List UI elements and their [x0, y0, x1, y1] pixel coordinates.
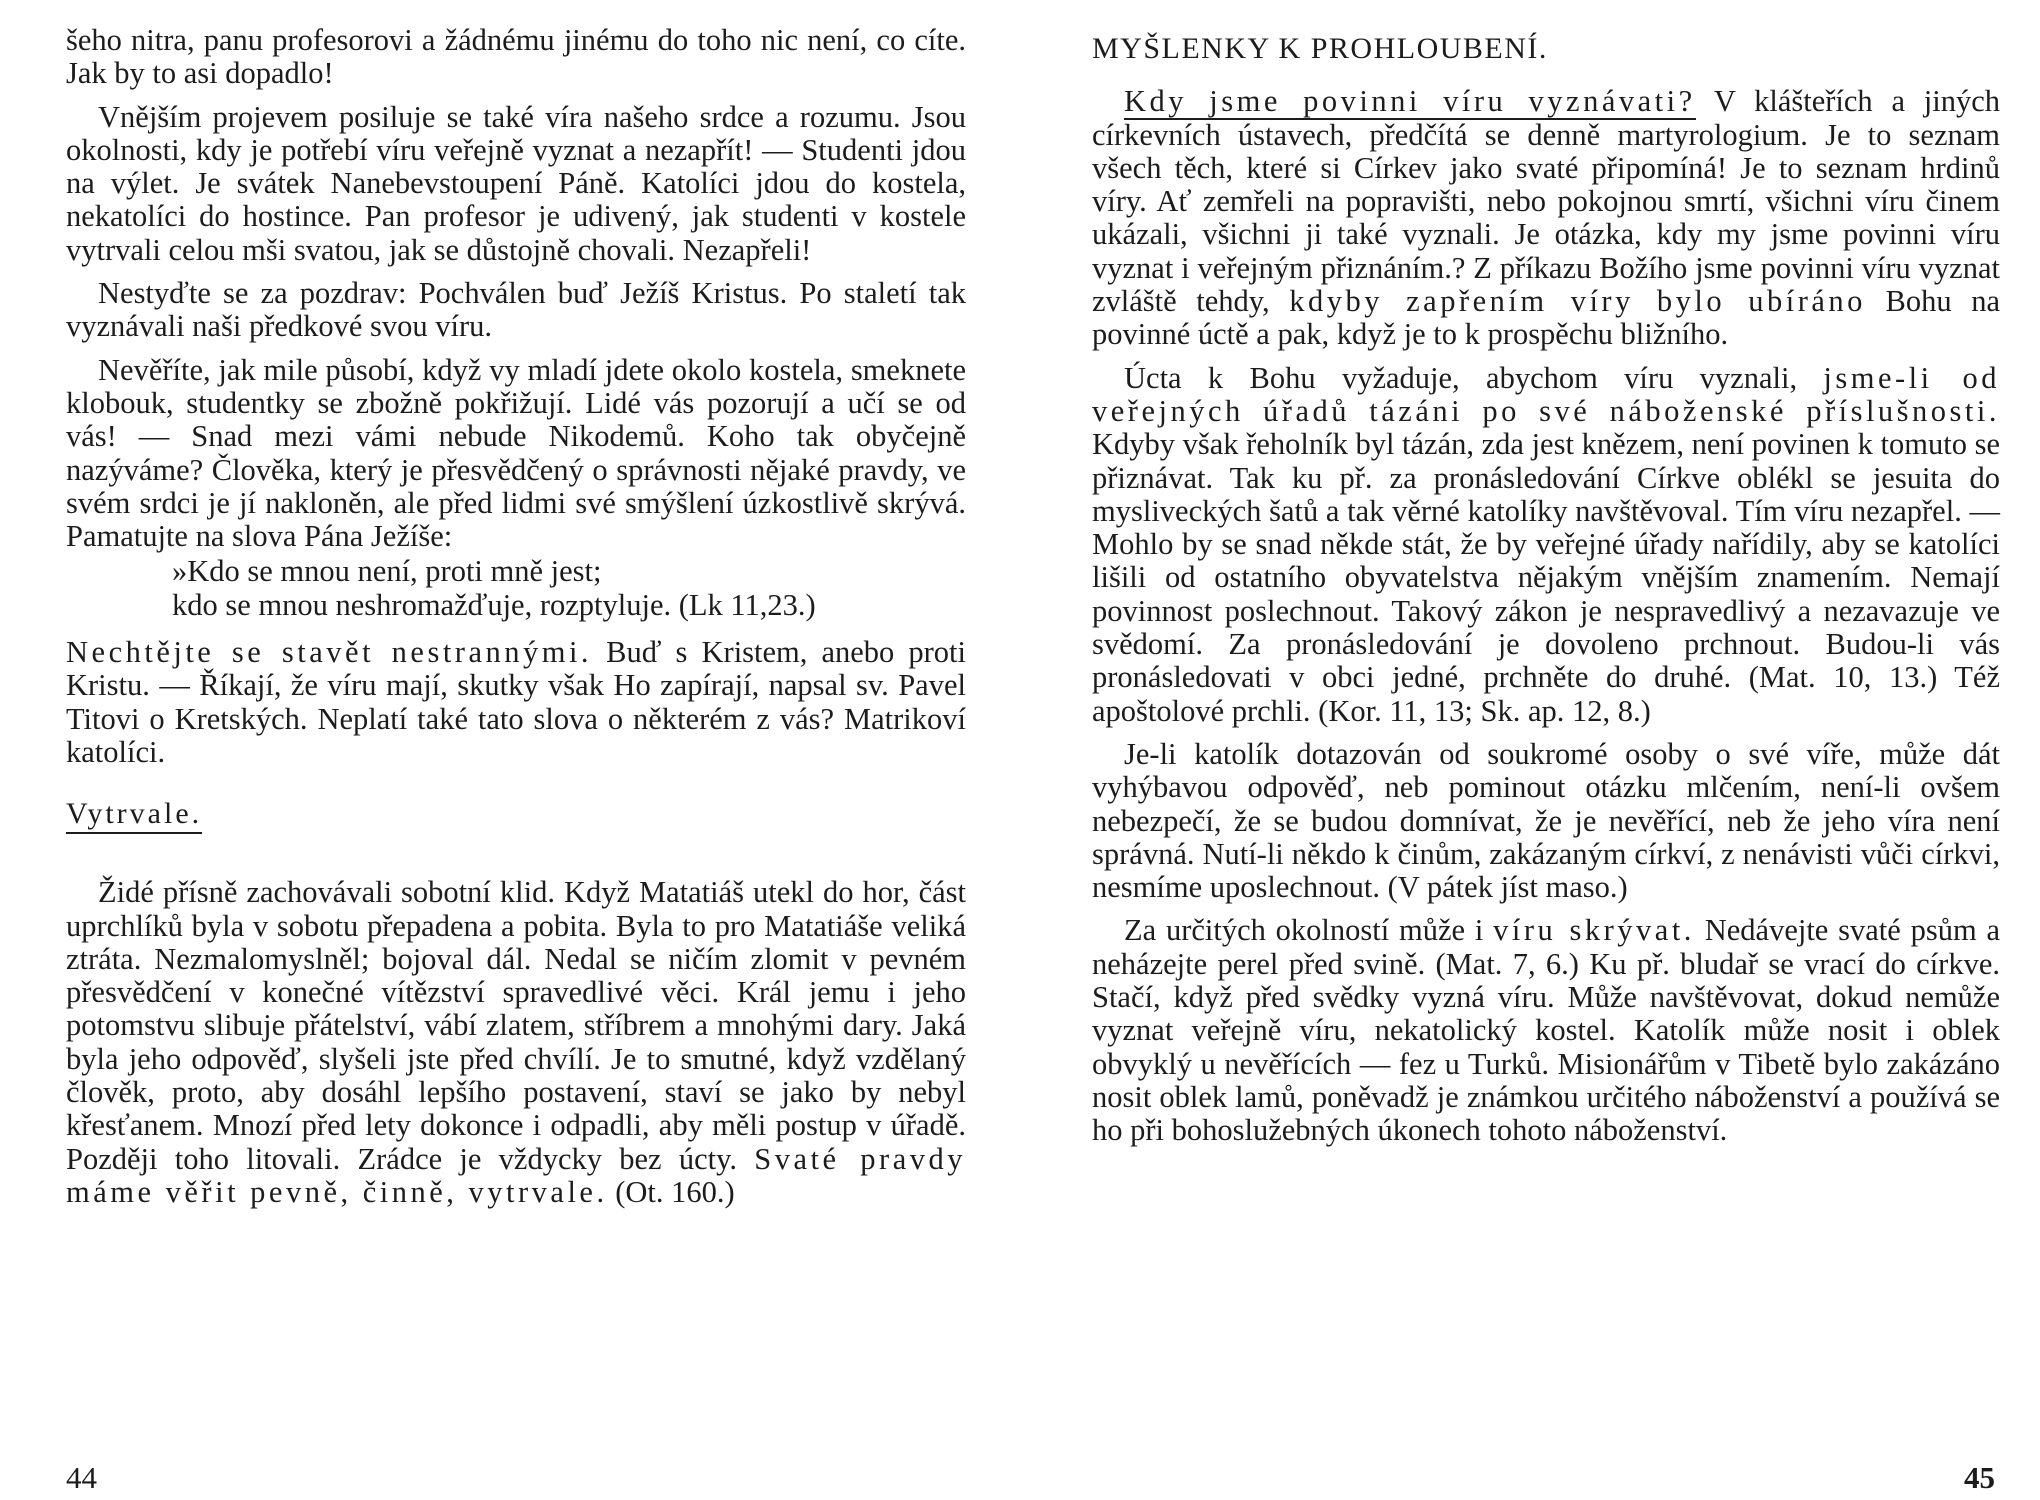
reference-text: (Ot. 160.): [607, 1174, 735, 1209]
spaced-emphasis: jsme-li od veřejných úřadů tázáni po své náboženské příslušnosti.: [1092, 360, 2000, 428]
inline-heading: Kdy jsme povinni víru vyznávati?: [1124, 84, 1696, 119]
right-paragraph-2: [1092, 362, 2000, 728]
left-paragraph-2: Vnějším projevem posiluje se také víra našeho srdce a rozumu. Jsou okolnosti, kdy je potřebí víru veřejně vyznat a nezapřít! — Studenti jdou na výlet. Je svátek Nanebevstoupení Páně. Katolíci jdou do kostela, nekatolíci do hostince. Pan profesor je udivený, jak studenti v kostele vytrvali celou mši svatou, jak se důstojně chovali. Nezapřeli!: [66, 99, 966, 267]
page-number-right: 45: [1964, 1460, 1995, 1495]
spaced-emphasis: kdyby zapřením víry bylo ubíráno: [1289, 284, 1866, 319]
paragraph-text: Za určitých okolností může i: [1124, 913, 1494, 948]
paragraph-text: Úcta k Bohu vyžaduje, abychom víru vyznali,: [1124, 360, 1824, 395]
quote-line-1: »Kdo se mnou není, proti mně jest;: [172, 554, 602, 589]
right-paragraph-3: Je-li katolík dotazován od soukromé osoby o své víře, může dát vyhýbavou odpověď, neb pominout otázku mlčením, není-li ovšem nebezpečí, že se budou domnívat, že je nevěřící, neb že jeho víra není správná. Nutí-li někdo k činům, zakázaným církví, z nenávisti vůči církvi, nesmíme uposlechnout. (V pátek jíst maso.): [1092, 736, 2000, 905]
page-title: MYŠLENKY K PROHLOUBENÍ.: [1092, 32, 1548, 65]
section-heading-wrapper: [66, 797, 966, 834]
left-paragraph-3: Nestyďte se za pozdrav: Pochválen buď Ježíš Kristus. Po staletí tak vyznávali naši předkové svou víru.: [66, 276, 966, 344]
paragraph-text: Buď s Kristem, anebo proti Kristu. — Říkají, že víru mají, skutky však Ho zapírají, napsal sv. Pavel Titovi o Kretských. Neplatí také tato slova o některém z vás? Matrikoví katolíci.: [66, 635, 966, 769]
paragraph-text: Nedávejte svaté psům a neházejte perel před svině. (Mat. 7, 6.) Ku př. bludař se vrací do církve. Stačí, když před svědky vyzná víru. Může navštěvovat, dokud nemůže vyznat veřejně víru, nekatolický kostel. Katolík může nosit i oblek obvyklý u nevěřících — fez u Turků. Misionářům v Tibetě bylo zakázáno nosit oblek lamů, poněvadž je známkou určitého náboženství a používá se ho při bohoslužebných úkonech tohoto náboženství.: [1092, 913, 2001, 1148]
right-paragraph-1: [1092, 85, 2000, 351]
left-paragraph-1: šeho nitra, panu profesorovi a žádnému jinému do toho nic není, co cíte. Jak by to asi dopadlo!: [66, 23, 966, 91]
paragraph-text: Kdyby však řeholník byl tázán, zda jest knězem, není povinen k tomuto se přiznávat. Tak ku př. za pronásledování Církve oblékl se jesuita do mysliveckých šatů a tak věrné katolíky navštěvoval. Tím víru nezapřel. — Mohlo by se snad někde stát, že by veřejné úřady nařídily, aby se katolíci lišili od ostatního obyvatelstva nějakým vnějším znamením. Nemají povinnost poslechnout. Takový zákon je nespravedlivý a nezavazuje ve svědomí. Za pronásledování je dovoleno prchnout. Budou-li vás pronásledovati v obci jedné, prchněte do druhé. (Mat. 10, 13.) Též apoštolové prchli. (Kor. 11, 13; Sk. ap. 12, 8.): [1092, 427, 2001, 728]
right-paragraph-4: [1092, 914, 2000, 1147]
spaced-emphasis: Svaté pravdy máme věřit pevně, činně, vytrvale.: [66, 1141, 966, 1209]
quote-line-2: kdo se mnou neshromažďuje, rozptyluje. (Lk 11,23.): [172, 587, 816, 622]
left-paragraph-4: Nevěříte, jak mile působí, když vy mladí jdete okolo kostela, smeknete klobouk, studentky se zbožně pokřižují. Lidé vás pozorují a učí se od vás! — Snad mezi vámi nebude Nikodemů. Koho tak obyčejně nazýváme? Člověka, který je přesvědčený o správnosti nějaké pravdy, ve svém srdci je jí nakloněn, ale před lidmi své smýšlení úzkostlivě skrývá. Pamatujte na slova Pána Ježíše:: [66, 352, 966, 554]
paragraph-text: Bohu na povinné úctě a pak, když je to k prospěchu bližního.: [1092, 284, 2000, 352]
left-text-column: [66, 24, 966, 1219]
page-number-left: 44: [66, 1460, 97, 1495]
paragraph-text: Židé přísně zachovávali sobotní klid. Když Matatiáš utekl do hor, část uprchlíků byla v sobotu přepadena a pobita. Byla to pro Matatiáše veliká ztráta. Nezmalomyslněl; bojoval dál. Nedal se ničím zlomit v pevném přesvědčení v konečné vítězství spravedlivé věci. Král jemu i jeho potomstvu slibuje přátelství, vábí zlatem, stříbrem a mnohými dary. Jaká byla jeho odpověď, slyšeli jste před chvílí. Je to smutné, když vzdělaný člověk, proto, aby dosáhl lepšího postavení, staví se jako by nebyl křesťanem. Mnozí před lety dokonce i odpadli, aby měli postup v úřadě. Později toho litovali. Zrádce je vždycky bez úcty.: [66, 875, 966, 1176]
right-page: [1020, 0, 2040, 1500]
spaced-emphasis: Nechtějte se stavět nestrannými.: [66, 635, 593, 670]
paragraph-text: V klášteřích a jiných církevních ústavech, předčítá se denně martyrologium. Je to seznam všech těch, které si Církev jako svaté připomíná! Je to seznam hrdinů víry. Ať zemřeli na popravišti, nebo pokojnou smrtí, všichni víru činem ukázali, všichni ji také vyznali. Je otázka, kdy my jsme povinni víru vyznat i veřejným přiznáním.? Z příkazu Božího jsme povinni víru vyznat zvláště tehdy,: [1092, 84, 2000, 319]
spaced-emphasis: víru skrývat.: [1493, 913, 1695, 948]
right-text-column: [1092, 24, 2000, 1158]
left-paragraph-6: [66, 876, 966, 1209]
left-paragraph-5: [66, 636, 966, 769]
scripture-quote: [66, 555, 966, 622]
section-heading: Vytrvale.: [66, 797, 202, 834]
